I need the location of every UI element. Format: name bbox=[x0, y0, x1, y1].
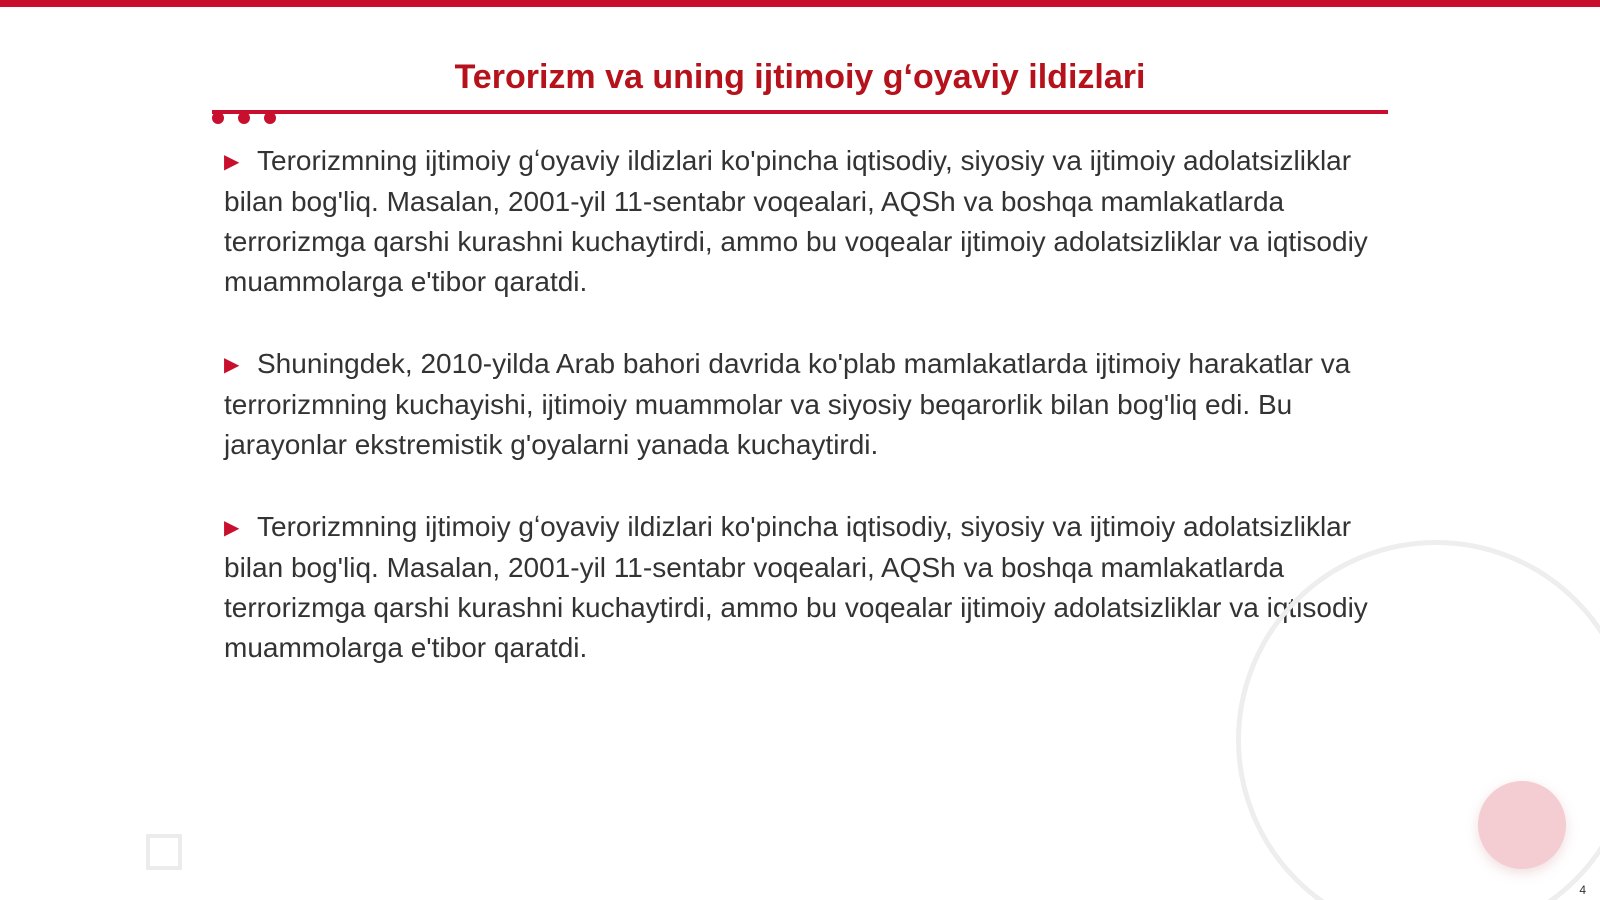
decor-square bbox=[146, 834, 182, 870]
bullet-list bbox=[224, 141, 1374, 710]
bullet-item bbox=[224, 344, 1374, 465]
bullet-triangle-icon: ▶ bbox=[224, 354, 240, 376]
bullet-triangle-icon: ▶ bbox=[224, 151, 240, 173]
page-number: 4 bbox=[1579, 883, 1586, 897]
decor-dot bbox=[212, 112, 224, 124]
bullet-text: Terorizmning ijtimoiy gʻoyaviy ildizlari ko'pincha iqtisodiy, siyosiy va ijtimoiy adolatsizliklar bilan bog'liq. Masalan, 2001-yil 11-sentabr voqealari, AQSh va boshqa mamlakatlarda terrorizmga qarshi kurashni kuchaytirdi, ammo bu voqealar ijtimoiy adolatsizliklar va iqtisodiy muammolarga e'tibor qaratdi. bbox=[224, 145, 1368, 297]
bullet-text: Terorizmning ijtimoiy gʻoyaviy ildizlari ko'pincha iqtisodiy, siyosiy va ijtimoiy adolatsizliklar bilan bog'liq. Masalan, 2001-yil 11-sentabr voqealari, AQSh va boshqa mamlakatlarda terrorizmga qarshi kurashni kuchaytirdi, ammo bu voqealar ijtimoiy adolatsizliklar va iqtisodiy muammolarga e'tibor qaratdi. bbox=[224, 511, 1368, 663]
title-underline bbox=[212, 110, 1388, 114]
decor-dot bbox=[238, 112, 250, 124]
decor-pink-circle bbox=[1478, 781, 1566, 869]
slide-title: Terorizm va uning ijtimoiy gʻoyaviy ildizlari bbox=[454, 58, 1146, 96]
bullet-triangle-icon: ▶ bbox=[224, 517, 240, 539]
decor-dot bbox=[264, 112, 276, 124]
top-accent-bar bbox=[0, 0, 1600, 7]
bullet-item bbox=[224, 507, 1374, 668]
bullet-text: Shuningdek, 2010-yilda Arab bahori davrida ko'plab mamlakatlarda ijtimoiy harakatlar va terrorizmning kuchayishi, ijtimoiy muammolar va siyosiy beqarorlik bilan bog'liq edi. Bu jarayonlar ekstremistik g'oyalarni yanada kuchaytirdi. bbox=[224, 348, 1351, 460]
bullet-item bbox=[224, 141, 1374, 302]
